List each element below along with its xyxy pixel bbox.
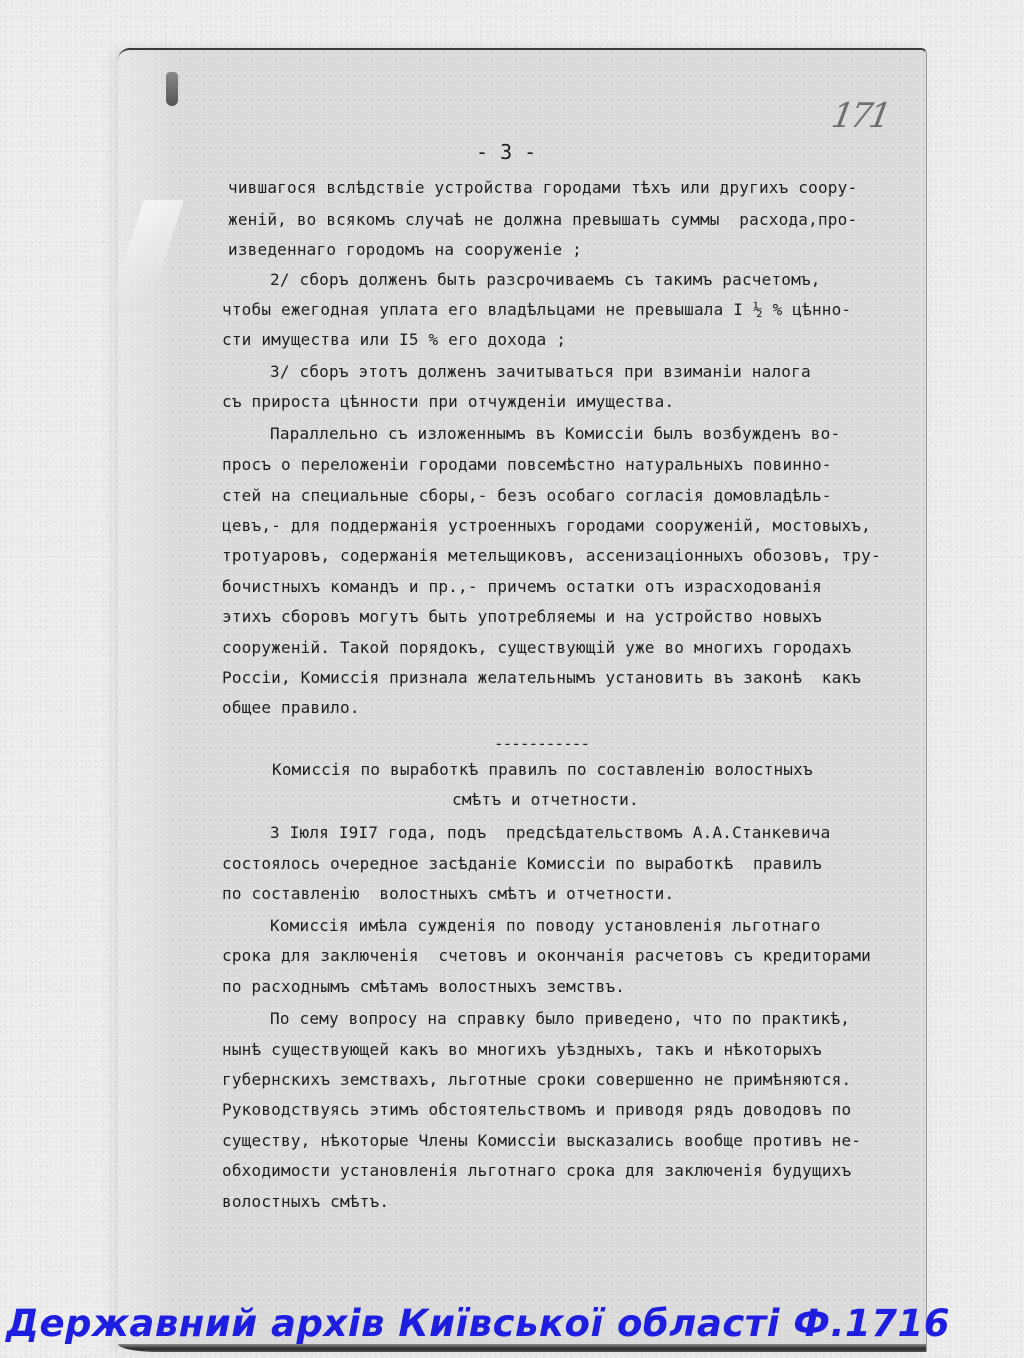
paper-crease [108,200,184,310]
section-heading: Комиссія по выработкѣ правилъ по составленію волостныхъ [272,760,813,779]
text-line: изведеннаго городомъ на сооруженіе ; [228,240,582,259]
text-line: по расходнымъ смѣтамъ волостныхъ земствъ. [222,977,626,996]
text-line: женій, во всякомъ случаѣ не должна превышать суммы расхода,про- [228,210,858,229]
text-line: съ прироста цѣнности при отчужденіи имущества. [222,392,675,411]
text-line: 3 Іюля I9I7 года, подъ предсѣдательствомъ А.А.Станкевича [270,823,831,842]
text-line: просъ о переложеніи городами повсемѣстно натуральныхъ повинно- [222,455,832,474]
text-line: по составленію волостныхъ смѣтъ и отчетности. [222,884,675,903]
handwritten-folio-number: 171 [828,96,892,136]
sheet-bottom-edge [118,1344,926,1352]
text-line: этихъ сборовъ могутъ быть употребляемы и на устройство новыхъ [222,607,822,626]
text-line: губернскихъ земствахъ, льготные сроки совершенно не примѣняются. [222,1070,852,1089]
text-line: тротуаровъ, содержанія метельщиковъ, ассенизаціонныхъ обозовъ, тру- [222,546,881,565]
punch-hole-mark [166,72,178,106]
page-number: - 3 - [476,140,537,164]
text-line: состоялось очередное засѣданіе Комиссіи по выработкѣ правилъ [222,854,822,873]
text-line: 3/ сборъ этотъ долженъ зачитываться при взиманіи налога [270,362,811,381]
text-line: сти имущества или I5 % его дохода ; [222,330,567,349]
text-line: Параллельно съ изложеннымъ въ Комиссіи былъ возбужденъ во- [270,424,841,443]
text-line: стей на специальные сборы,- безъ особаго согласія домовладѣль- [222,486,832,505]
text-line: бочистныхъ командъ и пр.,- причемъ остатки отъ израсходованія [222,577,822,596]
text-line: Россіи, Комиссія признала желательнымъ установить въ законѣ какъ [222,668,862,687]
text-line: Руководствуясь этимъ обстоятельствомъ и приводя рядъ доводовъ по [222,1100,852,1119]
section-divider: ----------- [494,734,589,753]
text-line: Комиссія имѣла сужденія по поводу установленія льготнаго [270,916,821,935]
text-line: По сему вопросу на справку было приведено, что по практикѣ, [270,1009,851,1028]
text-line: сооруженій. Такой порядокъ, существующій уже во многихъ городахъ [222,638,852,657]
text-line: 2/ сборъ долженъ быть разсрочиваемъ съ такимъ расчетомъ, [270,270,821,289]
section-heading: смѣтъ и отчетности. [452,790,639,809]
text-line: общее правило. [222,698,360,717]
text-line: цевъ,- для поддержанія устроенныхъ городами сооруженій, мостовыхъ, [222,516,871,535]
text-line: чтобы ежегодная уплата его владѣльцами не превышала I ½ % цѣнно- [222,300,852,319]
archive-caption: Державний архів Київської області Ф.1716 [6,1302,951,1345]
text-line: срока для заключенія счетовъ и окончанія расчетовъ съ кредиторами [222,946,871,965]
text-line: обходимости установленія льготнаго срока для заключенія будущихъ [222,1161,852,1180]
text-line: чившагося вслѣдствіе устройства городами тѣхъ или другихъ соору- [228,178,858,197]
text-line: нынѣ существующей какъ во многихъ уѣздныхъ, такъ и нѣкоторыхъ [222,1040,822,1059]
text-line: волостныхъ смѣтъ. [222,1192,390,1211]
text-line: существу, нѣкоторые Члены Комиссіи высказались вообще противъ не- [222,1131,862,1150]
